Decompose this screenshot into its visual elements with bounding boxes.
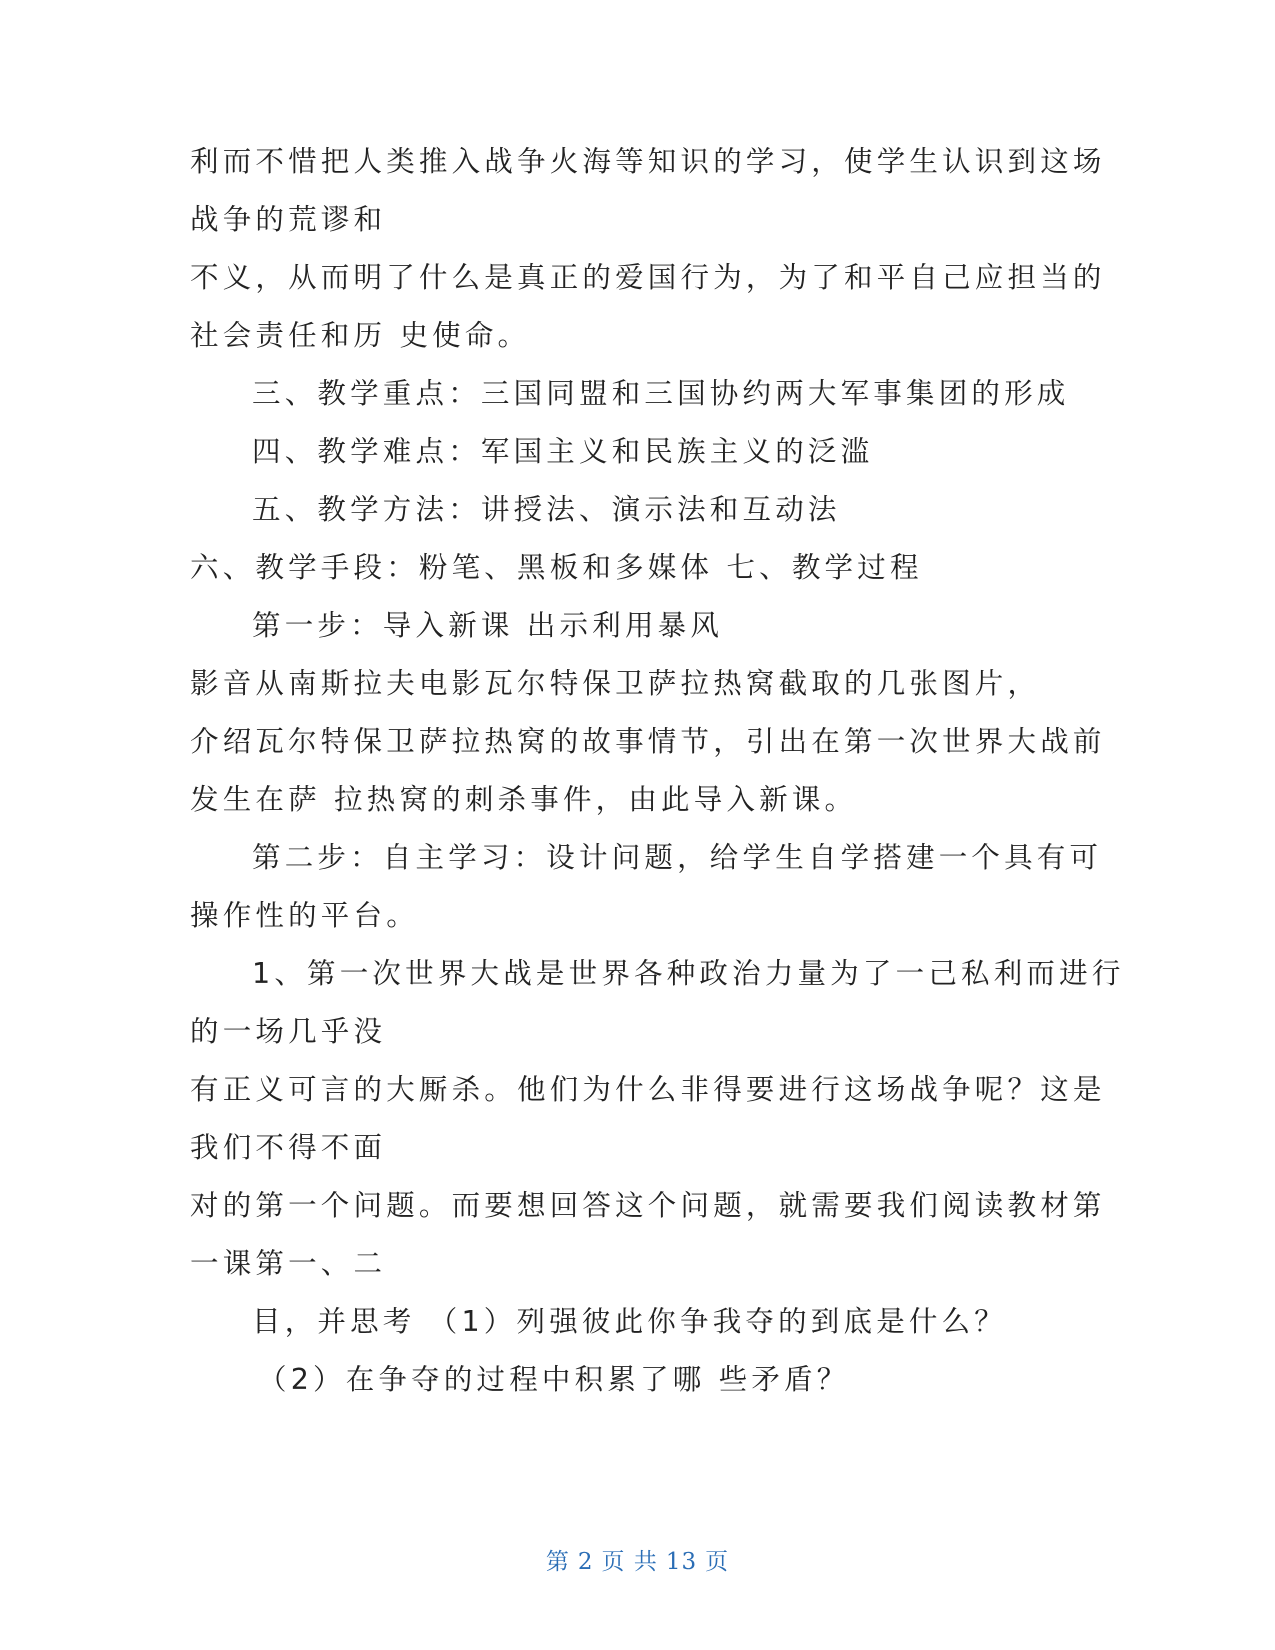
text-line: 有正义可言的大厮杀。他们为什么非得要进行这场战争呢？这是 — [190, 1073, 1106, 1106]
text-line: 五、教学方法：讲授法、演示法和互动法 — [252, 493, 841, 526]
footer-middle: 页 共 — [601, 1549, 658, 1575]
text-line: 操作性的平台。 — [190, 899, 419, 932]
text-line: 利而不惜把人类推入战争火海等知识的学习，使学生认识到这场 — [190, 145, 1106, 178]
text-line: （2）在争夺的过程中积累了哪 些矛盾？ — [258, 1363, 850, 1396]
text-line: 不义，从而明了什么是真正的爱国行为，为了和平自己应担当的 — [190, 261, 1106, 294]
text-line: 战争的荒谬和 — [190, 203, 387, 236]
page-footer — [0, 1543, 1275, 1576]
text-line: 发生在萨 拉热窝的刺杀事件，由此导入新课。 — [190, 783, 858, 816]
text-line: 介绍瓦尔特保卫萨拉热窝的故事情节，引出在第一次世界大战前 — [190, 725, 1106, 758]
text-line: 一课第一、二 — [190, 1247, 387, 1280]
footer-current-page: 2 — [577, 1549, 594, 1575]
text-line: 对的第一个问题。而要想回答这个问题，就需要我们阅读教材第 — [190, 1189, 1106, 1222]
text-line: 社会责任和历 史使命。 — [190, 319, 531, 352]
text-line: 三、教学重点：三国同盟和三国协约两大军事集团的形成 — [252, 377, 1070, 410]
text-line: 目，并思考 （1）列强彼此你争我夺的到底是什么？ — [252, 1305, 1007, 1338]
text-line: 我们不得不面 — [190, 1131, 387, 1164]
text-line: 第二步：自主学习：设计问题，给学生自学搭建一个具有可 — [252, 841, 1103, 874]
text-line: 影音从南斯拉夫电影瓦尔特保卫萨拉热窝截取的几张图片， — [190, 667, 1041, 700]
text-line: 六、教学手段：粉笔、黑板和多媒体 七、教学过程 — [190, 551, 923, 584]
footer-prefix: 第 — [545, 1549, 570, 1575]
text-line: 1、第一次世界大战是世界各种政治力量为了一己私利而进行 — [252, 957, 1125, 990]
text-line: 第一步：导入新课 出示利用暴风 — [252, 609, 724, 642]
footer-suffix: 页 — [705, 1549, 730, 1575]
footer-total-pages: 13 — [665, 1549, 698, 1575]
text-line: 四、教学难点：军国主义和民族主义的泛滥 — [252, 435, 874, 468]
text-line: 的一场几乎没 — [190, 1015, 387, 1048]
